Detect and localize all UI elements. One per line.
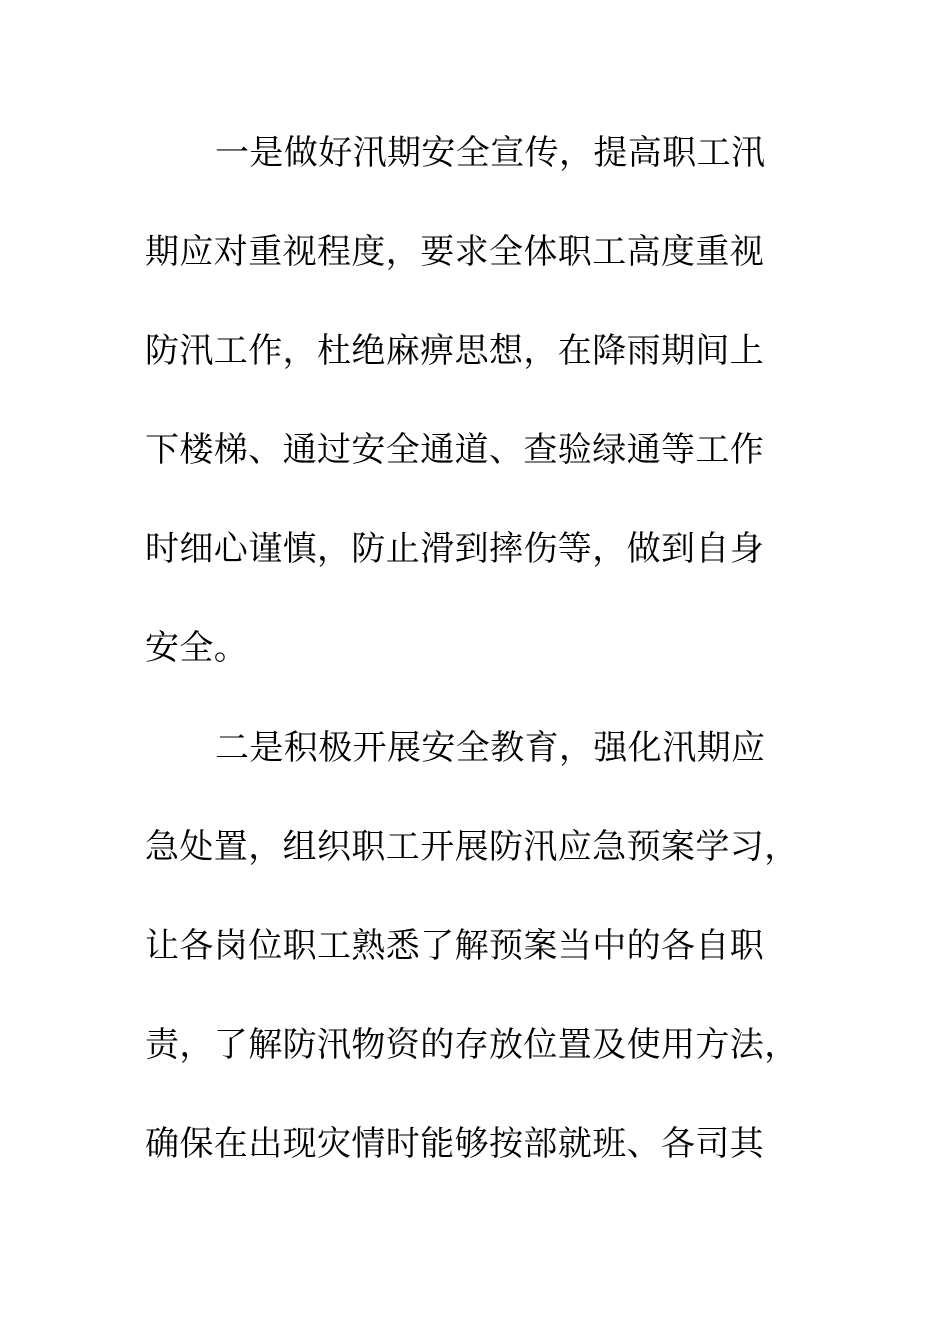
paragraph-1-line-2: 期应对重视程度，要求全体职工高度重视: [145, 232, 765, 272]
paragraph-2-line-1: 二是积极开展安全教育，强化汛期应: [215, 728, 766, 768]
paragraph-1-line-3: 防汛工作，杜绝麻痹思想，在降雨期间上: [145, 331, 765, 371]
paragraph-1-line-6: 安全。: [145, 628, 249, 668]
paragraph-1-line-5: 时细心谨慎，防止滑到摔伤等，做到自身: [145, 529, 765, 569]
paragraph-1-line-4: 下楼梯、通过安全通道、查验绿通等工作: [145, 430, 765, 470]
paragraph-2-line-5: 确保在出现灾情时能够按部就班、各司其: [145, 1124, 765, 1164]
paragraph-2-line-3: 让各岗位职工熟悉了解预案当中的各自职: [145, 926, 765, 966]
paragraph-1-line-1: 一是做好汛期安全宣传，提高职工汛: [215, 133, 766, 173]
paragraph-2-line-2: 急处置，组织职工开展防汛应急预案学习，: [145, 827, 799, 867]
paragraph-2-line-4: 责，了解防汛物资的存放位置及使用方法，: [145, 1025, 799, 1065]
